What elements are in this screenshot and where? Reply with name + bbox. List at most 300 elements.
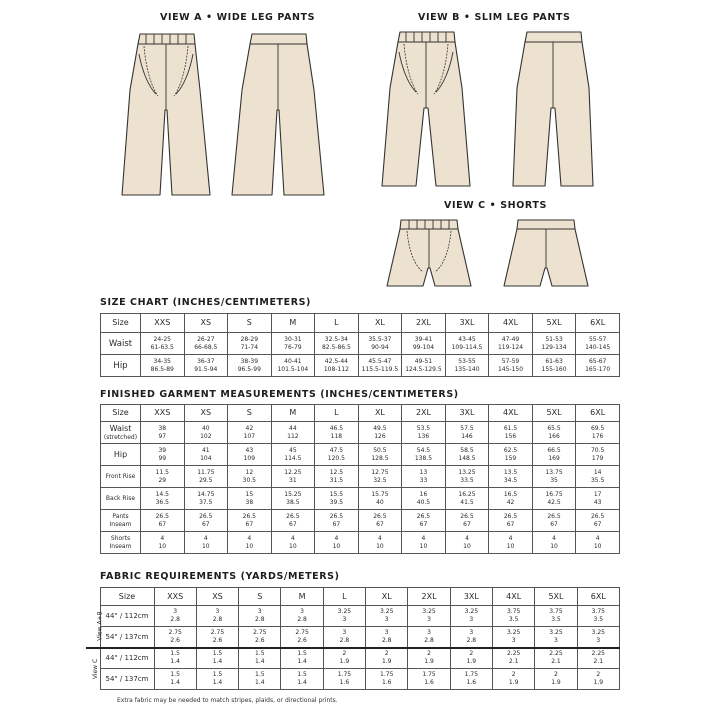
fabric-row-cell-inches: 3.75 [549,608,563,615]
fabric-row-cell-cm: 1.6 [424,679,434,686]
size-header-cell: 5XL [532,314,576,333]
finished-row-cell-cm: 120.5 [327,454,345,462]
fabric-row-cell-cm: 1.4 [255,658,265,666]
fabric-row-cell-cm: 2.8 [381,636,392,644]
view-b-title: VIEW B • SLIM LEG PANTS [418,12,571,23]
finished-row-cell [271,488,315,510]
finished-header-cell: 3XL [445,405,489,422]
finished-row-cell-cm: 40 [376,498,384,506]
finished-row-cell-inches: 4 [378,534,382,542]
fabric-row-cell [239,669,281,690]
fabric-row-cell [577,627,619,648]
finished-row-cell-cm: 31 [289,476,297,484]
fabric-row-cell-cm: 3.5 [508,616,519,623]
fabric-row-cell-inches: 1.75 [464,671,479,678]
fabric-row-cell-cm: 1.9 [508,679,519,686]
finished-row-cell-inches: 14.75 [197,490,215,498]
fabric-row-cell-cm: 2.1 [593,658,604,666]
fabric-row-cell [577,669,619,690]
finished-row-label-main: Pants [112,512,129,520]
finished-row-cell [315,466,359,488]
finished-row-cell-inches: 4 [334,534,339,542]
finished-row-cell-cm: 31.5 [329,476,344,484]
finished-row-cell [315,532,359,554]
size-chart-row-cell-inches: 34-35 [153,357,171,365]
finished-row-cell [576,488,620,510]
size-header-cell: 3XL [445,314,489,333]
fabric-width-label: 54" / 137cm [100,669,154,690]
finished-row-cell [358,422,402,444]
view-c-title: VIEW C • SHORTS [444,200,547,211]
fabric-row-cell-cm: 2.1 [551,658,561,666]
fabric-row-cell [408,627,450,648]
fabric-row-cell [154,648,196,669]
fabric-row-cell-inches: 1.5 [212,671,223,678]
finished-row-cell-cm: 179 [591,454,604,462]
finished-row-cell [532,510,576,532]
finished-row-cell-inches: 54.5 [416,446,431,454]
finished-row-cell-cm: 40.5 [416,498,431,506]
finished-row-cell-cm: 107 [243,432,256,440]
finished-row-cell-inches: 16.5 [503,490,518,498]
finished-row-cell-cm: 166 [548,432,560,440]
finished-row-cell [489,488,533,510]
size-chart-row [101,355,620,377]
fabric-row-cell [154,606,196,627]
size-chart-row-cell [358,333,402,355]
finished-row-cell-inches: 13 [419,468,428,476]
size-chart-row-cell-cm: 99-104 [412,343,435,351]
finished-row-cell-inches: 4 [508,534,513,542]
fabric-row-cell-inches: 2.75 [295,628,309,636]
finished-row-cell-inches: 66.5 [547,446,561,454]
finished-row-cell-inches: 15.5 [329,490,344,498]
finished-row-cell-inches: 4 [465,534,469,542]
fabric-group-ab [86,606,104,648]
finished-row-cell [532,532,576,554]
finished-row-cell-inches: 11.5 [155,468,169,476]
fabric-row-cell-cm: 3 [384,616,389,623]
fabric-row-cell [323,648,365,669]
size-chart-row-cell [271,333,315,355]
finished-header-cell: 2XL [402,405,446,422]
size-chart-table [100,313,620,377]
finished-row-cell [402,422,446,444]
fabric-row-cell-cm: 2.8 [424,636,434,644]
finished-row-cell-cm: 169 [548,454,560,462]
size-chart-row-cell [141,333,185,355]
size-chart-row-cell [445,333,489,355]
finished-row-cell-cm: 42 [506,498,515,506]
fabric-row-cell [366,648,408,669]
fabric-row-cell-inches: 1.75 [422,671,436,678]
size-chart-row-cell [576,355,620,377]
finished-row-label-sub: (stretched) [103,433,138,441]
fabric-row-cell [493,606,535,627]
fabric-row-cell-inches: 2 [554,671,558,678]
fabric-header-cell: 5XL [535,588,577,606]
fabric-row-cell [366,627,408,648]
fabric-row-cell-cm: 3 [511,636,516,644]
size-header-cell: M [271,314,315,333]
finished-row-cell-inches: 26.5 [547,512,561,520]
finished-row-cell-inches: 4 [595,534,600,542]
size-chart-row-cell [445,355,489,377]
finished-row-cell [315,488,359,510]
finished-row-cell-cm: 36.5 [155,498,169,506]
finished-row-cell-cm: 43 [593,498,602,506]
finished-row-cell-inches: 69.5 [590,424,605,432]
fabric-row-cell-inches: 2.75 [210,628,225,636]
fabric-row-cell-cm: 2.6 [255,636,265,644]
finished-row-cell-inches: 49.5 [373,424,387,432]
fabric-row-cell-cm: 1.4 [170,679,180,686]
size-chart-row-cell [315,355,359,377]
finished-row-cell [358,532,402,554]
view-b-back-illustration [505,28,601,193]
finished-row-cell [141,422,185,444]
size-chart-row-cell-cm: 119-124 [497,343,524,351]
finished-row [101,488,620,510]
fabric-row-cell-inches: 2 [596,671,601,678]
finished-header-cell: 5XL [532,405,576,422]
fabric-footnote: Extra fabric may be needed to match stripes, plaids, or directional prints. [117,697,338,704]
size-chart-header-row [101,314,620,333]
fabric-row-cell [196,669,238,690]
finished-row-cell [228,466,272,488]
size-chart-row-cell-cm: 155-160 [541,365,567,373]
finished-row-label-main: Waist [109,423,132,433]
fabric-row-cell-cm: 1.9 [339,658,350,666]
finished-row-cell-inches: 16.25 [458,490,476,498]
fabric-row-cell-cm: 2.8 [255,616,265,623]
fabric-row-cell [196,648,238,669]
finished-row-cell-cm: 30.5 [242,476,256,484]
finished-row-cell-cm: 99 [158,454,167,462]
fabric-row-cell-inches: 3 [469,628,474,636]
finished-row-cell [315,444,359,466]
fabric-row-cell [323,606,365,627]
finished-row-label-main: Front Rise [105,472,136,480]
size-chart-row-cell-inches: 36-37 [197,357,215,365]
size-chart-row-cell [402,333,446,355]
fabric-row-cell [239,648,281,669]
fabric-row-cell [196,627,238,648]
finished-row-cell-cm: 148.5 [458,454,476,462]
fabric-row-cell [281,606,323,627]
finished-row-cell [228,422,272,444]
finished-row-cell [184,510,228,532]
fabric-header-cell: XS [196,588,238,606]
finished-row-label [101,466,141,488]
fabric-row-cell [239,606,281,627]
view-c-front-illustration [383,216,475,292]
size-header-cell: XL [358,314,402,333]
fabric-row-cell-cm: 3 [342,616,347,623]
size-header-cell: L [315,314,359,333]
size-chart-row-cell-inches: 42.5-44 [324,357,348,365]
size-chart-row-cell-inches: 57-59 [501,357,520,365]
finished-header-label: Size [101,405,141,422]
fabric-row-cell-cm: 1.4 [255,679,265,686]
size-header-cell: XXS [141,314,185,333]
finished-row-cell [489,422,533,444]
size-chart-row-label: Hip [101,355,141,377]
view-a-back-illustration [230,30,326,200]
fabric-header-cell: 2XL [408,588,450,606]
size-chart-row-cell-cm: 82.5-86.5 [321,343,351,351]
fabric-row-cell [450,627,492,648]
fabric-row-cell-cm: 1.4 [212,679,223,686]
fabric-row-cell-cm: 1.4 [297,679,307,686]
fabric-row-cell-inches: 3.25 [506,628,521,636]
finished-header-cell: XS [184,405,228,422]
fabric-group-c-label: View C [92,658,100,680]
size-chart-row-cell [358,355,402,377]
finished-header-cell: M [271,405,315,422]
finished-row-cell-inches: 45 [289,446,297,454]
fabric-row-cell [450,606,492,627]
size-chart-row-cell-inches: 55-57 [588,335,607,343]
size-chart-row-cell [489,333,533,355]
finished-row-cell-inches: 42 [245,424,254,432]
finished-row-cell-cm: 67 [332,520,341,528]
finished-row-label-main: Back Rise [105,494,136,502]
finished-row-cell [576,466,620,488]
fabric-row-cell-inches: 3 [384,628,389,636]
finished-row-cell [184,466,228,488]
size-header-cell: XS [184,314,228,333]
finished-header-cell: 6XL [576,405,620,422]
size-chart-row-cell-cm: 86.5-89 [150,365,174,373]
finished-row-cell-cm: 34.5 [503,476,518,484]
finished-row-cell [228,444,272,466]
fabric-group-c [86,648,100,690]
finished-row-cell [445,488,489,510]
fabric-row-cell-inches: 2 [384,650,389,658]
fabric-row-cell-cm: 2.6 [212,636,223,644]
finished-row-label [101,510,141,532]
finished-row-label [101,422,141,444]
fabric-row-cell [408,669,450,690]
fabric-row-cell-inches: 3 [300,608,304,615]
size-chart-row-cell [271,355,315,377]
fabric-row-cell-inches: 3.25 [422,608,436,615]
fabric-width-label: 54" / 137cm [100,627,154,648]
finished-row-cell-cm: 114.5 [284,454,302,462]
fabric-row [86,669,620,690]
finished-row-cell-inches: 15.25 [284,490,302,498]
finished-row-cell-cm: 67 [506,520,515,528]
finished-row-cell-cm: 112 [287,432,299,440]
finished-row-cell-cm: 10 [376,542,384,550]
fabric-row-cell-cm: 3 [596,636,601,644]
fabric-row-cell-inches: 2.75 [168,628,182,636]
size-chart-row-cell-inches: 47-49 [501,335,520,343]
fabric-row-cell-inches: 1.75 [337,671,352,678]
size-chart-row-cell-cm: 129-134 [541,343,567,351]
finished-row-cell [489,444,533,466]
size-chart-row-cell-inches: 35.5-37 [368,335,392,343]
finished-row-label-main: Shorts [110,534,131,542]
finished-measurements-title: FINISHED GARMENT MEASUREMENTS (INCHES/CENTIMETERS) [100,389,459,400]
fabric-row-cell-cm: 1.4 [297,658,307,666]
fabric-row-cell [577,606,619,627]
finished-row-cell [184,488,228,510]
finished-row-cell-cm: 146 [461,432,473,440]
size-header-label: Size [101,314,141,333]
finished-row-cell [402,488,446,510]
finished-row-cell [532,466,576,488]
fabric-row-cell-cm: 2.8 [297,616,307,623]
size-chart-row-cell [315,333,359,355]
finished-row-cell-cm: 41.5 [460,498,474,506]
size-chart-row-cell-inches: 38-39 [240,357,259,365]
fabric-row-cell-inches: 2.25 [506,650,521,658]
finished-row-cell [184,532,228,554]
finished-row-cell-inches: 11.75 [197,468,215,476]
fabric-row-cell-cm: 1.6 [339,679,350,686]
fabric-row-cell-inches: 3 [215,608,220,615]
fabric-row-cell-inches: 1.5 [170,650,180,658]
finished-row-cell [271,532,315,554]
finished-row-cell-inches: 17 [593,490,602,498]
fabric-row-cell-cm: 1.4 [170,658,180,666]
finished-row-cell-inches: 4 [552,534,556,542]
size-chart-row-cell [228,355,272,377]
finished-row-cell-inches: 4 [290,534,295,542]
size-chart-row-cell [228,333,272,355]
fabric-row-cell-cm: 1.9 [551,679,561,686]
finished-row-cell [271,466,315,488]
fabric-requirements-title: FABRIC REQUIREMENTS (YARDS/METERS) [100,571,340,582]
fabric-group-ab-label: View A+B [96,611,104,641]
finished-row-cell-inches: 58.5 [460,446,474,454]
finished-row-cell [576,444,620,466]
finished-row-label [101,444,141,466]
size-chart-row-cell-inches: 30-31 [284,335,302,343]
size-chart-row-cell [184,355,228,377]
finished-row-cell-cm: 159 [504,454,517,462]
fabric-row-cell-inches: 3.75 [591,608,605,615]
finished-row-cell-inches: 40 [201,424,210,432]
finished-row-cell-cm: 67 [245,520,254,528]
finished-row-cell [402,532,446,554]
finished-row-cell [141,466,185,488]
finished-row-cell-inches: 46.5 [329,424,344,432]
fabric-row-cell [281,627,323,648]
size-chart-row-label: Waist [101,333,141,355]
finished-row [101,422,620,444]
fabric-row-cell [408,648,450,669]
finished-row [101,444,620,466]
fabric-row-cell-cm: 3.5 [551,616,561,623]
finished-row-cell-inches: 12 [245,468,254,476]
size-chart-row-cell-inches: 28-29 [240,335,259,343]
fabric-header-row [86,588,620,606]
fabric-row-cell-cm: 1.9 [466,658,477,666]
fabric-row [86,606,620,627]
view-a-title: VIEW A • WIDE LEG PANTS [160,12,316,23]
fabric-width-label: 44" / 112cm [100,606,154,627]
fabric-row-cell [196,606,238,627]
size-chart-row-cell [532,333,576,355]
size-chart-row-cell-cm: 66-68.5 [194,343,218,351]
finished-row-cell-inches: 26.5 [242,512,256,520]
finished-row-cell [141,532,185,554]
fabric-row-cell [408,606,450,627]
finished-row-cell-cm: 29.5 [199,476,213,484]
finished-row-cell-cm: 38.5 [286,498,300,506]
fabric-row-cell [366,669,408,690]
finished-row-cell [576,532,620,554]
fabric-header-cell: L [323,588,365,606]
finished-row-cell [532,422,576,444]
finished-row-cell-cm: 67 [463,520,471,528]
finished-row-cell-inches: 12.25 [284,468,302,476]
fabric-row-cell-inches: 2 [511,671,516,678]
finished-row [101,510,620,532]
fabric-width-label: 44" / 112cm [100,648,154,669]
fabric-row [86,627,620,648]
finished-row-cell-inches: 26.5 [329,512,344,520]
fabric-row-cell-inches: 1.75 [380,671,394,678]
finished-row-cell-inches: 14.5 [155,490,169,498]
fabric-row-cell-inches: 3 [257,608,262,615]
fabric-row-cell-cm: 2.8 [466,636,477,644]
fabric-header-cell: 6XL [577,588,619,606]
fabric-row-cell-inches: 1.5 [255,650,265,658]
finished-row-cell-inches: 26.5 [460,512,474,520]
finished-row-cell-cm: 32.5 [373,476,387,484]
fabric-row-cell-inches: 1.5 [212,650,223,658]
finished-row-label-sub: Inseam [109,520,132,528]
size-header-cell: 6XL [576,314,620,333]
fabric-row-cell [535,669,577,690]
size-chart-row-cell [532,355,576,377]
finished-row-label [101,532,141,554]
finished-row-cell-inches: 12.5 [329,468,344,476]
finished-row-cell [489,466,533,488]
fabric-row-cell-cm: 3 [469,616,474,623]
finished-row-cell-cm: 67 [550,520,558,528]
fabric-row-cell [281,648,323,669]
fabric-header-cell: 3XL [450,588,492,606]
finished-header-cell: 4XL [489,405,533,422]
size-header-cell: 2XL [402,314,446,333]
finished-row-cell-inches: 53.5 [416,424,431,432]
finished-row [101,532,620,554]
finished-row-cell [358,488,402,510]
size-chart-row-cell-inches: 32.5-34 [324,335,348,343]
fabric-row-cell-inches: 2 [342,650,347,658]
finished-row-cell-cm: 10 [506,542,515,550]
finished-row-cell-inches: 62.5 [503,446,518,454]
fabric-row-cell-cm: 1.9 [593,679,604,686]
fabric-row-cell [323,627,365,648]
finished-row-cell-cm: 126 [374,432,386,440]
finished-row-cell-cm: 109 [243,454,256,462]
fabric-row-cell [239,627,281,648]
fabric-header-cell: XXS [154,588,196,606]
finished-row-cell-inches: 47.5 [329,446,344,454]
size-chart-row-cell [141,355,185,377]
fabric-row-cell-inches: 2 [469,650,474,658]
finished-row-cell [445,532,489,554]
size-chart-row-cell-cm: 115.5-119.5 [361,365,399,373]
fabric-row-cell-inches: 3 [173,608,178,615]
finished-row-cell-inches: 13.25 [458,468,476,476]
